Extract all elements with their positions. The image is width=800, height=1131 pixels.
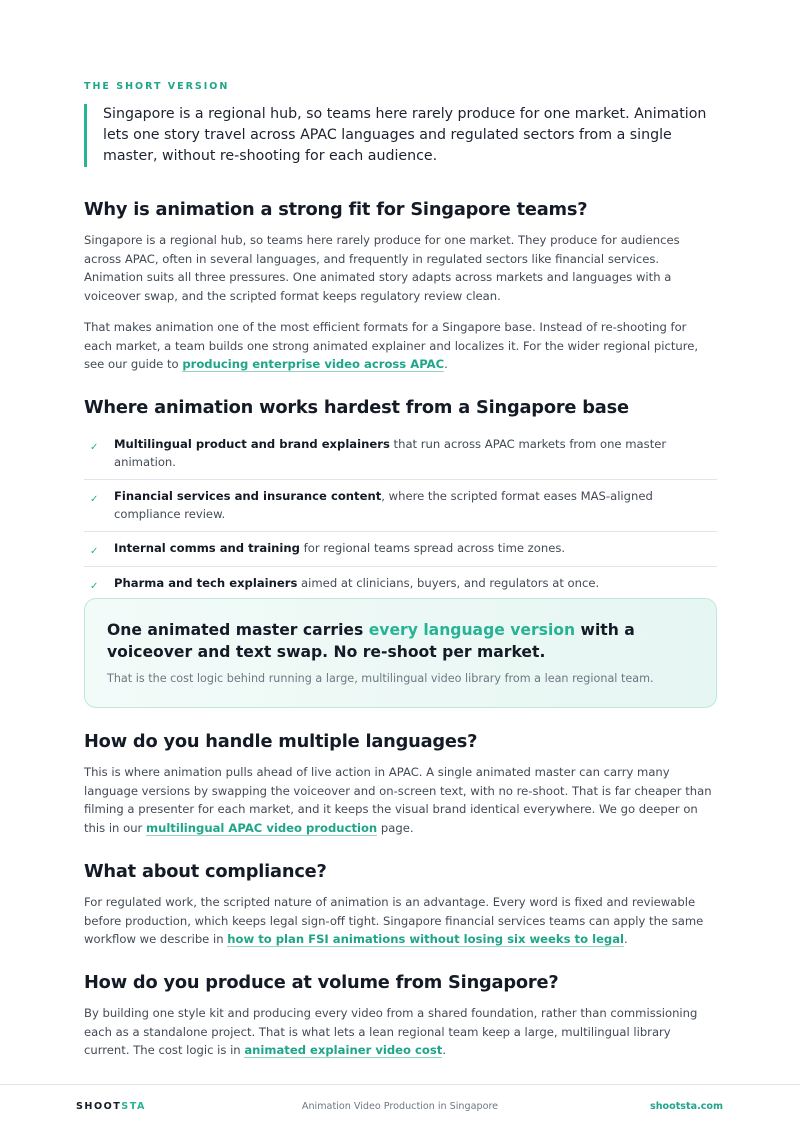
heading-compliance: What about compliance? xyxy=(84,861,327,882)
check-icon: ✓ xyxy=(90,546,99,557)
volume-after: . xyxy=(442,1043,446,1057)
callout-tail: with a voiceover and text swap. No re-shoot per market. xyxy=(107,621,635,661)
languages-paragraph xyxy=(84,763,717,837)
callout-box xyxy=(84,598,717,708)
check-icon: ✓ xyxy=(90,494,99,505)
footer-divider xyxy=(0,1084,800,1085)
brand-part-1: SHOOT xyxy=(76,1101,122,1112)
item-bold: Financial services and insurance content xyxy=(114,489,382,503)
compliance-before: For regulated work, the scripted nature of animation is an advantage. Every word is fixed and reviewable before production, which keeps legal sign-off tight. Singapore financial services teams can apply the same workflow we describe in xyxy=(84,895,704,946)
item-text: aimed at clinicians, buyers, and regulators at once. xyxy=(297,575,600,590)
footer xyxy=(0,1101,800,1115)
link-enterprise-video-apac[interactable]: producing enterprise video across APAC xyxy=(182,357,445,371)
why-p2-before: That makes animation one of the most efficient formats for a Singapore base. Instead of re-shooting for each market, a team builds one strong animated explainer and localizes it. For the wider regional picture, see our guide to xyxy=(84,320,699,371)
link-multilingual-apac[interactable]: multilingual APAC video production xyxy=(146,820,378,835)
item-text: for regional teams spread across time zones. xyxy=(299,541,566,555)
why-paragraph-1: Singapore is a regional hub, so teams here rarely produce for one market. They produce for audiences across APAC, often in several languages, and frequently in regulated sectors like financial services. Animation suits all three pressures. One animated story adapts across markets and languages with a voiceover swap, and the scripted format keeps regulatory review clean. xyxy=(84,233,680,303)
callout-lead: One animated master carries xyxy=(107,621,369,639)
link-fsi-animations[interactable]: how to plan FSI animations without losing six weeks to legal xyxy=(227,932,625,946)
check-icon: ✓ xyxy=(90,580,99,592)
list-item xyxy=(84,428,717,480)
why-p2-after: . xyxy=(444,357,448,371)
brand-part-2: STA xyxy=(121,1101,146,1112)
compliance-paragraph xyxy=(84,893,717,949)
item-bold: Internal comms and training xyxy=(114,541,300,555)
callout-headline xyxy=(107,619,694,663)
languages-before: This is where animation pulls ahead of live action in APAC. A single animated master can carry many language versions by swapping the voiceover and on-screen text, with no re-shoot. That is far cheaper than filming a presenter for each market, and it keeps the visual brand identical everywhere. We go deeper on this in our xyxy=(84,765,712,835)
list-item xyxy=(84,567,717,601)
heading-volume: How do you produce at volume from Singapore? xyxy=(84,972,559,993)
callout-subtext: That is the cost logic behind running a large, multilingual video library from a lean regional team. xyxy=(107,672,654,685)
volume-before: By building one style kit and producing every video from a shared foundation, rather than commissioning each as a standalone project. That is what lets a lean regional team keep a large, multilingual library current. The cost logic is in xyxy=(84,1006,698,1057)
item-text: that run across APAC markets from one master animation. xyxy=(114,437,667,469)
summary-block xyxy=(84,104,717,167)
heading-why: Why is animation a strong fit for Singapore teams? xyxy=(84,199,588,220)
item-text: , where the scripted format eases MAS-aligned compliance review. xyxy=(114,489,653,521)
item-bold: Pharma and tech explainers xyxy=(114,575,298,590)
check-icon: ✓ xyxy=(90,442,99,453)
summary-text: Singapore is a regional hub, so teams here rarely produce for one market. Animation lets one story travel across APAC languages and regulated sectors from a single master, without re-shooting for each audience. xyxy=(103,106,707,164)
callout-highlight: every language version xyxy=(368,621,576,639)
use-case-list xyxy=(84,428,717,600)
eyebrow-label: THE SHORT VERSION xyxy=(84,81,230,92)
footer-title: Animation Video Production in Singapore xyxy=(301,1101,499,1112)
languages-after: page. xyxy=(377,820,414,835)
heading-where: Where animation works hardest from a Singapore base xyxy=(84,397,629,418)
volume-paragraph xyxy=(84,1004,717,1060)
heading-languages: How do you handle multiple languages? xyxy=(84,731,478,752)
item-bold: Multilingual product and brand explainers xyxy=(114,437,390,451)
why-paragraph-2 xyxy=(84,318,717,374)
list-item xyxy=(84,532,717,567)
footer-url[interactable]: shootsta.com xyxy=(650,1101,723,1112)
list-item xyxy=(84,480,717,532)
link-explainer-cost[interactable]: animated explainer video cost xyxy=(244,1043,443,1057)
compliance-after: . xyxy=(624,932,628,946)
